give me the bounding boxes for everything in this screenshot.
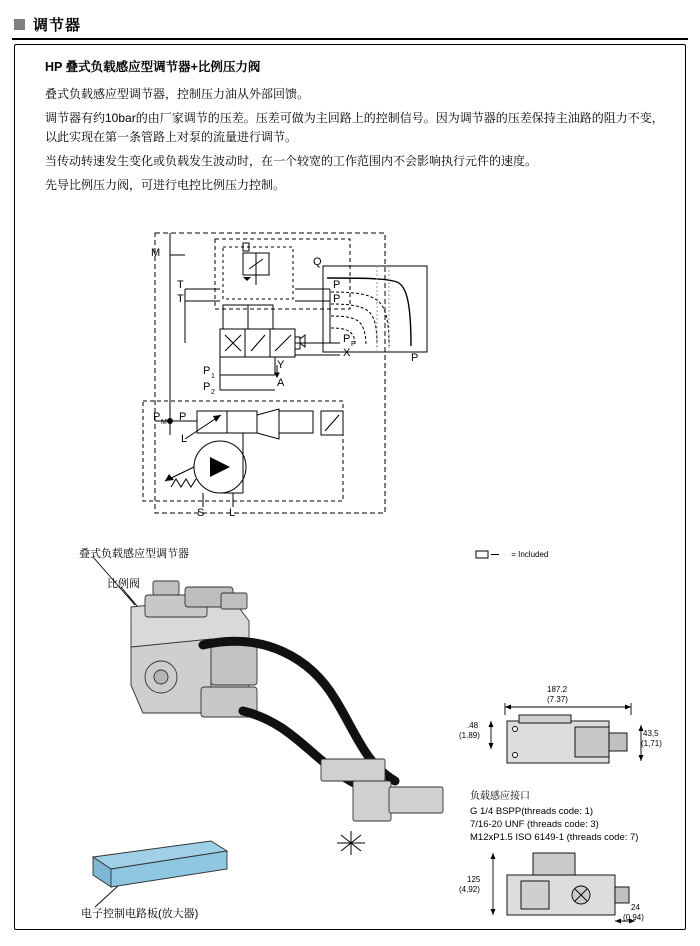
label-X: X (343, 347, 351, 359)
label-P2b-sub: 2 (211, 389, 215, 396)
label-M: M (151, 247, 161, 259)
paragraph-4: 先导比例压力阀，可进行电控比例压力控制。 (45, 178, 286, 192)
port-note-line-2: 7/16-20 UNF (threads code: 3) (470, 819, 599, 830)
label-P1b: P (203, 365, 211, 377)
included-label: = Included (511, 550, 549, 560)
dim-left-h-in: (1.89) (459, 731, 480, 740)
label-P2b: P (203, 381, 211, 393)
content-card (14, 44, 686, 930)
port-note-line-3: M12xP1.5 ISO 6149-1 (threads code: 7) (470, 832, 639, 843)
dim-right-h-in: (1,71) (641, 739, 662, 748)
label-PM: P (153, 411, 161, 423)
label-P1: P (333, 279, 341, 291)
text-block (45, 57, 665, 200)
dim-bottom-h-mm: 125 (467, 875, 481, 884)
page-header (12, 10, 688, 40)
label-L-right: L (229, 507, 236, 519)
dim-top-width-mm: 187.2 (547, 685, 568, 694)
product-illustration (35, 535, 675, 925)
port-note-line-1: G 1/4 BSPP(threads code: 1) (470, 806, 594, 817)
label-S: S (197, 507, 205, 519)
label-P-right: P (179, 411, 187, 423)
label-P2: P (333, 293, 341, 305)
qp-curve-chart (313, 256, 435, 370)
label-A: A (277, 377, 285, 389)
label-PF: P (343, 333, 351, 345)
label-Y: Y (277, 359, 285, 371)
port-thread-note (470, 790, 638, 844)
callout-regulator-label: 叠式负载感应型调节器 (79, 548, 189, 560)
label-P1b-sub: 1 (211, 373, 215, 380)
label-L-left: L (181, 433, 188, 445)
dim-bottom-w-mm: 24 (631, 903, 640, 912)
dim-top-width-in: (7.37) (547, 695, 568, 704)
dim-right-h-mm: 43,5 (643, 729, 659, 738)
label-PF-sub: F (351, 341, 356, 348)
label-T1: T (177, 279, 184, 291)
page-title: 调节器 (33, 16, 82, 34)
dim-left-h-mm: .48 (467, 721, 479, 730)
dim-bottom-w-in: (0,94) (623, 913, 644, 922)
callout-prop-valve-label: 比例阀 (107, 578, 140, 590)
illustration-svg (35, 535, 675, 925)
curve-x-axis-label: P (411, 352, 419, 364)
section-heading: HP 叠式负载感应型调节器+比例压力阀 (45, 60, 261, 74)
callout-board-label: 电子控制电路板(放大器) (81, 908, 199, 920)
curve-y-axis-label: Q (313, 256, 322, 268)
dim-bottom-h-in: (4,92) (459, 885, 480, 894)
paragraph-1: 叠式负载感应型调节器，控制压力油从外部回馈。 (45, 87, 310, 101)
label-PM-sub: M (161, 419, 167, 426)
port-note-title: 负载感应接口 (470, 791, 530, 802)
label-T2: T (177, 293, 184, 305)
square-bullet-icon (14, 19, 25, 30)
paragraph-3: 当传动转速发生变化或负载发生波动时，在一个较宽的工作范围内不会影响执行元件的速度。 (45, 154, 538, 168)
paragraph-2: 调节器有约10bar的由厂家调节的压差。压差可做为主回路上的控制信号。因为调节器的压差保持主油路的阻力不变，以此实现在第一条管路上对泵的流量进行调节。 (45, 111, 664, 144)
